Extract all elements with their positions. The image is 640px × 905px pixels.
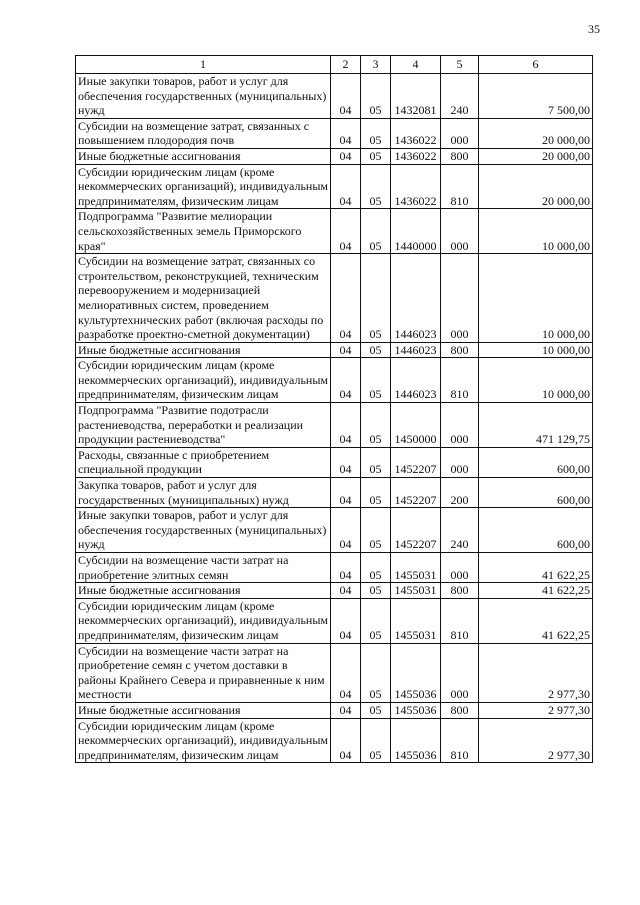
row-expense-type-cell: 800 bbox=[441, 148, 479, 164]
page-number: 35 bbox=[588, 22, 600, 36]
row-target-code-cell: 1446023 bbox=[391, 342, 441, 358]
row-target-code-cell: 1455036 bbox=[391, 643, 441, 702]
row-name-cell: Субсидии на возмещение затрат, связанных со строительством, реконструкцией, техническим перевооружением и модернизацией мелиоративных систем, проведением культуртехнических работ (включая расходы по разработке проектно-сметной документации) bbox=[76, 254, 331, 343]
row-subsection-cell: 05 bbox=[361, 583, 391, 599]
row-section-cell: 04 bbox=[331, 118, 361, 148]
row-amount-cell: 41 622,25 bbox=[479, 598, 593, 643]
row-amount-cell: 20 000,00 bbox=[479, 164, 593, 209]
budget-table bbox=[75, 55, 593, 763]
row-expense-type-cell: 200 bbox=[441, 478, 479, 508]
row-subsection-cell: 05 bbox=[361, 447, 391, 477]
row-section-cell: 04 bbox=[331, 478, 361, 508]
header-cell: 4 bbox=[391, 56, 441, 74]
row-section-cell: 04 bbox=[331, 583, 361, 599]
table-row bbox=[76, 74, 593, 119]
row-amount-cell: 41 622,25 bbox=[479, 583, 593, 599]
row-expense-type-cell: 800 bbox=[441, 342, 479, 358]
row-section-cell: 04 bbox=[331, 643, 361, 702]
row-target-code-cell: 1452207 bbox=[391, 478, 441, 508]
row-expense-type-cell: 810 bbox=[441, 718, 479, 763]
row-amount-cell: 600,00 bbox=[479, 508, 593, 553]
row-name-cell: Закупка товаров, работ и услуг для государственных (муниципальных) нужд bbox=[76, 478, 331, 508]
row-section-cell: 04 bbox=[331, 403, 361, 448]
row-subsection-cell: 05 bbox=[361, 74, 391, 119]
row-subsection-cell: 05 bbox=[361, 254, 391, 343]
row-name-cell: Субсидии на возмещение части затрат на приобретение семян с учетом доставки в районы Крайнего Севера и приравненные к ним местности bbox=[76, 643, 331, 702]
row-name-cell: Субсидии юридическим лицам (кроме некоммерческих организаций), индивидуальным предпринимателям, физическим лицам bbox=[76, 598, 331, 643]
row-amount-cell: 20 000,00 bbox=[479, 148, 593, 164]
row-expense-type-cell: 000 bbox=[441, 643, 479, 702]
table-row bbox=[76, 148, 593, 164]
row-amount-cell: 41 622,25 bbox=[479, 553, 593, 583]
header-cell: 6 bbox=[479, 56, 593, 74]
table-row bbox=[76, 702, 593, 718]
table-row bbox=[76, 209, 593, 254]
table-row bbox=[76, 164, 593, 209]
row-expense-type-cell: 240 bbox=[441, 74, 479, 119]
row-section-cell: 04 bbox=[331, 447, 361, 477]
table-row bbox=[76, 342, 593, 358]
row-expense-type-cell: 800 bbox=[441, 583, 479, 599]
header-cell: 3 bbox=[361, 56, 391, 74]
row-section-cell: 04 bbox=[331, 508, 361, 553]
row-subsection-cell: 05 bbox=[361, 148, 391, 164]
row-expense-type-cell: 000 bbox=[441, 118, 479, 148]
row-expense-type-cell: 000 bbox=[441, 254, 479, 343]
row-amount-cell: 10 000,00 bbox=[479, 358, 593, 403]
table-row bbox=[76, 478, 593, 508]
table-row bbox=[76, 447, 593, 477]
row-expense-type-cell: 810 bbox=[441, 358, 479, 403]
row-amount-cell: 2 977,30 bbox=[479, 718, 593, 763]
row-section-cell: 04 bbox=[331, 342, 361, 358]
row-target-code-cell: 1436022 bbox=[391, 118, 441, 148]
row-expense-type-cell: 000 bbox=[441, 447, 479, 477]
table-row bbox=[76, 403, 593, 448]
row-name-cell: Иные закупки товаров, работ и услуг для обеспечения государственных (муниципальных) нужд bbox=[76, 508, 331, 553]
table-row bbox=[76, 643, 593, 702]
row-amount-cell: 10 000,00 bbox=[479, 254, 593, 343]
table-row bbox=[76, 583, 593, 599]
row-name-cell: Иные бюджетные ассигнования bbox=[76, 702, 331, 718]
row-target-code-cell: 1455036 bbox=[391, 718, 441, 763]
row-subsection-cell: 05 bbox=[361, 403, 391, 448]
row-amount-cell: 471 129,75 bbox=[479, 403, 593, 448]
row-section-cell: 04 bbox=[331, 74, 361, 119]
row-section-cell: 04 bbox=[331, 254, 361, 343]
row-target-code-cell: 1446023 bbox=[391, 358, 441, 403]
row-subsection-cell: 05 bbox=[361, 358, 391, 403]
row-amount-cell: 600,00 bbox=[479, 447, 593, 477]
row-expense-type-cell: 810 bbox=[441, 598, 479, 643]
row-name-cell: Субсидии на возмещение затрат, связанных с повышением плодородия почв bbox=[76, 118, 331, 148]
row-target-code-cell: 1455031 bbox=[391, 553, 441, 583]
row-section-cell: 04 bbox=[331, 718, 361, 763]
row-section-cell: 04 bbox=[331, 164, 361, 209]
row-subsection-cell: 05 bbox=[361, 342, 391, 358]
row-subsection-cell: 05 bbox=[361, 118, 391, 148]
row-target-code-cell: 1455031 bbox=[391, 583, 441, 599]
row-target-code-cell: 1440000 bbox=[391, 209, 441, 254]
row-expense-type-cell: 810 bbox=[441, 164, 479, 209]
row-subsection-cell: 05 bbox=[361, 643, 391, 702]
row-target-code-cell: 1452207 bbox=[391, 447, 441, 477]
row-target-code-cell: 1455031 bbox=[391, 598, 441, 643]
row-amount-cell: 2 977,30 bbox=[479, 643, 593, 702]
row-name-cell: Подпрограмма "Развитие подотрасли растениеводства, переработки и реализации продукции растениеводства" bbox=[76, 403, 331, 448]
row-target-code-cell: 1450000 bbox=[391, 403, 441, 448]
header-cell: 5 bbox=[441, 56, 479, 74]
row-section-cell: 04 bbox=[331, 702, 361, 718]
table-row bbox=[76, 553, 593, 583]
table-row bbox=[76, 358, 593, 403]
row-name-cell: Субсидии юридическим лицам (кроме некоммерческих организаций), индивидуальным предпринимателям, физическим лицам bbox=[76, 718, 331, 763]
table-row bbox=[76, 718, 593, 763]
row-target-code-cell: 1452207 bbox=[391, 508, 441, 553]
row-section-cell: 04 bbox=[331, 598, 361, 643]
row-expense-type-cell: 240 bbox=[441, 508, 479, 553]
row-amount-cell: 2 977,30 bbox=[479, 702, 593, 718]
row-name-cell: Субсидии юридическим лицам (кроме некоммерческих организаций), индивидуальным предпринимателям, физическим лицам bbox=[76, 358, 331, 403]
header-cell: 2 bbox=[331, 56, 361, 74]
row-subsection-cell: 05 bbox=[361, 598, 391, 643]
row-amount-cell: 600,00 bbox=[479, 478, 593, 508]
row-expense-type-cell: 000 bbox=[441, 403, 479, 448]
row-name-cell: Иные бюджетные ассигнования bbox=[76, 342, 331, 358]
row-subsection-cell: 05 bbox=[361, 508, 391, 553]
table-row bbox=[76, 598, 593, 643]
row-name-cell: Иные закупки товаров, работ и услуг для обеспечения государственных (муниципальных) нужд bbox=[76, 74, 331, 119]
header-cell: 1 bbox=[76, 56, 331, 74]
row-subsection-cell: 05 bbox=[361, 164, 391, 209]
row-target-code-cell: 1446023 bbox=[391, 254, 441, 343]
row-name-cell: Субсидии на возмещение части затрат на приобретение элитных семян bbox=[76, 553, 331, 583]
row-name-cell: Подпрограмма "Развитие мелиорации сельскохозяйственных земель Приморского края" bbox=[76, 209, 331, 254]
row-section-cell: 04 bbox=[331, 553, 361, 583]
row-subsection-cell: 05 bbox=[361, 478, 391, 508]
row-amount-cell: 20 000,00 bbox=[479, 118, 593, 148]
row-expense-type-cell: 000 bbox=[441, 209, 479, 254]
row-amount-cell: 10 000,00 bbox=[479, 209, 593, 254]
table-header-row bbox=[76, 56, 593, 74]
row-name-cell: Иные бюджетные ассигнования bbox=[76, 583, 331, 599]
row-name-cell: Иные бюджетные ассигнования bbox=[76, 148, 331, 164]
table-row bbox=[76, 508, 593, 553]
row-subsection-cell: 05 bbox=[361, 718, 391, 763]
row-target-code-cell: 1436022 bbox=[391, 148, 441, 164]
table-row bbox=[76, 118, 593, 148]
row-amount-cell: 10 000,00 bbox=[479, 342, 593, 358]
row-subsection-cell: 05 bbox=[361, 702, 391, 718]
table-row bbox=[76, 254, 593, 343]
row-section-cell: 04 bbox=[331, 209, 361, 254]
row-target-code-cell: 1436022 bbox=[391, 164, 441, 209]
row-name-cell: Субсидии юридическим лицам (кроме некоммерческих организаций), индивидуальным предпринимателям, физическим лицам bbox=[76, 164, 331, 209]
row-name-cell: Расходы, связанные с приобретением специальной продукции bbox=[76, 447, 331, 477]
row-section-cell: 04 bbox=[331, 358, 361, 403]
row-expense-type-cell: 000 bbox=[441, 553, 479, 583]
row-target-code-cell: 1432081 bbox=[391, 74, 441, 119]
row-amount-cell: 7 500,00 bbox=[479, 74, 593, 119]
row-subsection-cell: 05 bbox=[361, 209, 391, 254]
row-subsection-cell: 05 bbox=[361, 553, 391, 583]
row-expense-type-cell: 800 bbox=[441, 702, 479, 718]
row-target-code-cell: 1455036 bbox=[391, 702, 441, 718]
row-section-cell: 04 bbox=[331, 148, 361, 164]
